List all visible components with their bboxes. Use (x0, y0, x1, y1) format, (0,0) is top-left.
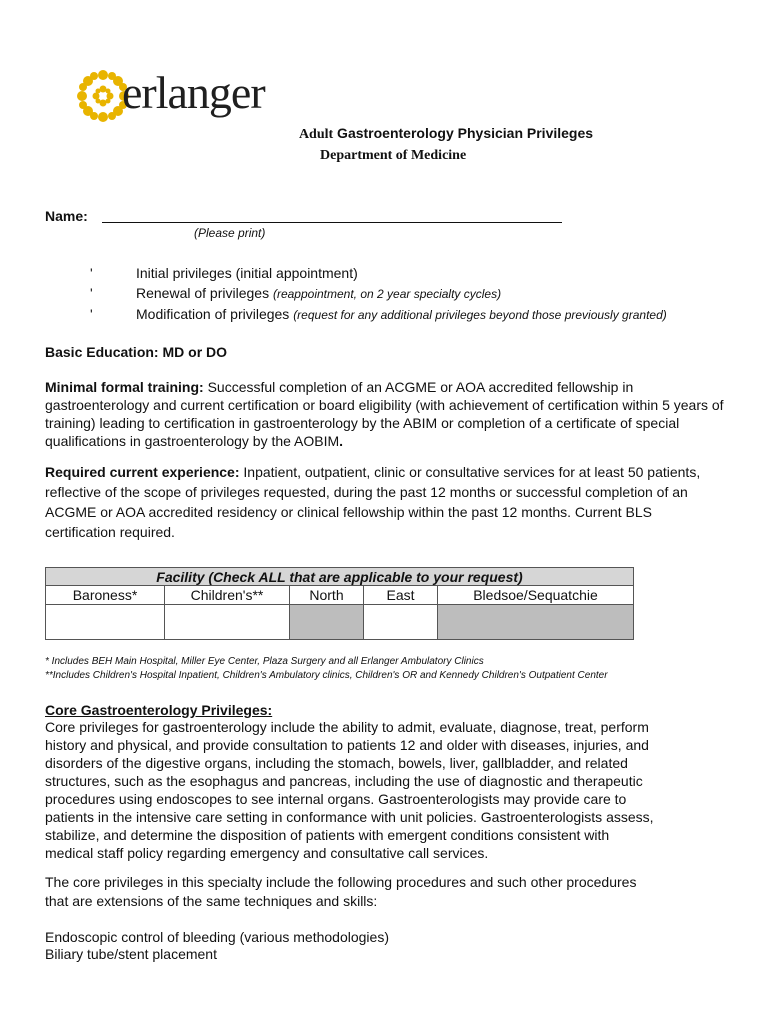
option-note: (request for any additional privileges beyond those previously granted) (293, 308, 667, 322)
facility-col-east: East (364, 586, 438, 605)
required-experience-text: Inpatient, outpatient, clinic or consultative services for at least 50 patients, reflective of the scope of privileges requested, during the past 12 months or successful completion of an ACGME or AOA accredited residency or clinical fellowship within the past 12 months. Current BLS certification required. (45, 464, 701, 540)
procedures-intro: that are extensions of the same techniques and skills: (45, 893, 378, 909)
core-line: medical staff policy regarding emergency and consultative call services. (45, 845, 489, 861)
name-hint: (Please print) (194, 226, 266, 240)
basic-education-value: MD or DO (158, 344, 228, 360)
facility-check-north (290, 605, 364, 640)
logo-wordmark: erlanger (122, 67, 265, 118)
title-prefix: Adult (298, 127, 334, 142)
facility-check-childrens[interactable] (165, 605, 290, 640)
name-field[interactable] (102, 222, 562, 223)
option-modification[interactable] (90, 306, 667, 322)
facility-col-north: North (290, 586, 364, 605)
core-line: patients in the intensive care setting in conformance with unit policies. Gastroenterologists assess, (45, 809, 654, 825)
required-experience-label: Required current experience: (45, 464, 240, 480)
core-line: Core privileges for gastroenterology include the ability to admit, evaluate, diagnose, treat, perform (45, 719, 649, 735)
core-line: stabilize, and determine the disposition of patients with emergent conditions consistent with (45, 827, 610, 843)
option-checkbox[interactable]: ' (90, 306, 93, 322)
minimal-training-text: Successful completion of an ACGME or AOA accredited fellowship in gastroenterology and current certification or board eligibility (with achievement of certification within 5 years of training) leading to certification in gastroenterology by the ABIM or completion of a certificate of special qualifications in gastroenterology by the AOBIM (45, 379, 724, 449)
minimal-training-end: . (339, 433, 344, 449)
facility-col-baroness: Baroness* (46, 586, 165, 605)
required-experience (45, 462, 725, 542)
core-line: disorders of the digestive organs, including the stomach, bowels, liver, gallbladder, and related (45, 755, 628, 771)
option-checkbox[interactable]: ' (90, 285, 93, 301)
core-line: procedures using endoscopes to see internal organs. Gastroenterologists may provide care to (45, 791, 627, 807)
department-name: Department of Medicine (320, 148, 467, 163)
erlanger-logo (76, 66, 266, 126)
facility-check-east[interactable] (364, 605, 438, 640)
procedure-item: Endoscopic control of bleeding (various methodologies) (45, 929, 389, 945)
option-label: Initial privileges (initial appointment) (136, 265, 358, 281)
core-line: structures, such as the esophagus and pancreas, including the use of diagnostic and therapeutic (45, 773, 643, 789)
footnote-1: * Includes BEH Main Hospital, Miller Eye Center, Plaza Surgery and all Erlanger Ambulatory Clinics (45, 656, 484, 667)
option-label: Modification of privileges (136, 306, 294, 322)
option-renewal[interactable] (90, 285, 501, 301)
minimal-training (45, 378, 725, 450)
option-label: Renewal of privileges (136, 285, 273, 301)
facility-table (45, 567, 634, 640)
facility-col-bledsoe: Bledsoe/Sequatchie (438, 586, 634, 605)
name-label: Name: (45, 208, 88, 224)
option-note: (reappointment, on 2 year specialty cycles) (272, 287, 502, 301)
procedure-item: Biliary tube/stent placement (45, 946, 217, 962)
option-checkbox[interactable]: ' (90, 265, 93, 281)
facility-table-header: Facility (Check ALL that are applicable to your request) (46, 568, 634, 586)
option-initial[interactable] (90, 265, 358, 281)
procedures-intro: The core privileges in this specialty include the following procedures and such other procedures (45, 874, 637, 890)
basic-education-label: Basic Education: (45, 344, 159, 360)
core-line: history and physical, and provide consultation to patients 12 and older with diseases, injuries, and (45, 737, 649, 753)
facility-check-baroness[interactable] (46, 605, 165, 640)
facility-col-childrens: Children's** (165, 586, 290, 605)
core-privileges-heading: Core Gastroenterology Privileges: (45, 702, 273, 718)
title-rest: Gastroenterology Physician Privileges (333, 125, 594, 141)
footnote-2: **Includes Children's Hospital Inpatient, Children's Ambulatory clinics, Children's OR and Kennedy Children's Outpatient Center (45, 670, 608, 681)
minimal-training-label: Minimal formal training: (45, 379, 204, 395)
page-title (0, 125, 770, 143)
basic-education (45, 343, 725, 361)
facility-check-bledsoe (438, 605, 634, 640)
